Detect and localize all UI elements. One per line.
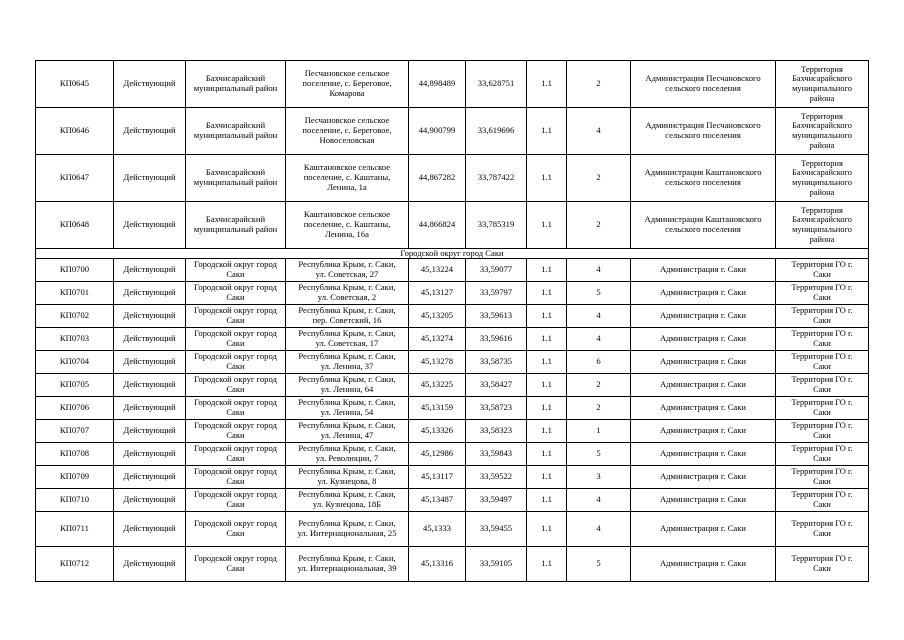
latitude-cell: 45,1333 — [409, 512, 466, 547]
district-cell: Городской округ город Саки — [186, 512, 286, 547]
container-count-cell: 4 — [567, 328, 631, 351]
address-cell: Песчановское сельское поселение, с. Береговое, Новоселовская — [286, 108, 409, 155]
territory-cell: Территория Бахчисарайского муниципального района — [776, 61, 869, 108]
container-count-cell: 3 — [567, 466, 631, 489]
latitude-cell: 44,900799 — [409, 108, 466, 155]
point-id-cell: КП0711 — [36, 512, 114, 547]
status-cell: Действующий — [114, 397, 186, 420]
container-count-cell: 2 — [567, 397, 631, 420]
address-cell: Республика Крым, г. Саки, ул. Ленина, 47 — [286, 420, 409, 443]
administration-cell: Администрация Каштановского сельского поселения — [631, 202, 776, 249]
type-code-cell: 1.1 — [527, 155, 567, 202]
table-row — [36, 61, 869, 108]
territory-cell: Территория ГО г. Саки — [776, 282, 869, 305]
longitude-cell: 33,59497 — [466, 489, 527, 512]
address-cell: Республика Крым, г. Саки, пер. Советский, 16 — [286, 305, 409, 328]
longitude-cell: 33,619696 — [466, 108, 527, 155]
point-id-cell: КП0710 — [36, 489, 114, 512]
section-title: Городской округ город Саки — [36, 249, 869, 259]
table-row — [36, 259, 869, 282]
district-cell: Бахчисарайский муниципальный район — [186, 202, 286, 249]
territory-cell: Территория ГО г. Саки — [776, 259, 869, 282]
table-row — [36, 305, 869, 328]
point-id-cell: КП0712 — [36, 547, 114, 582]
table-row — [36, 328, 869, 351]
district-cell: Городской округ город Саки — [186, 305, 286, 328]
point-id-cell: КП0648 — [36, 202, 114, 249]
administration-cell: Администрация г. Саки — [631, 397, 776, 420]
type-code-cell: 1.1 — [527, 420, 567, 443]
type-code-cell: 1.1 — [527, 512, 567, 547]
table-body — [36, 61, 869, 582]
administration-cell: Администрация г. Саки — [631, 512, 776, 547]
point-id-cell: КП0707 — [36, 420, 114, 443]
latitude-cell: 45,13224 — [409, 259, 466, 282]
table-row — [36, 420, 869, 443]
collection-points-table — [35, 60, 869, 582]
administration-cell: Администрация г. Саки — [631, 489, 776, 512]
type-code-cell: 1.1 — [527, 259, 567, 282]
container-count-cell: 4 — [567, 108, 631, 155]
address-cell: Республика Крым, г. Саки, ул. Интернациональная, 25 — [286, 512, 409, 547]
container-count-cell: 5 — [567, 282, 631, 305]
administration-cell: Администрация г. Саки — [631, 443, 776, 466]
container-count-cell: 5 — [567, 547, 631, 582]
district-cell: Городской округ город Саки — [186, 397, 286, 420]
territory-cell: Территория ГО г. Саки — [776, 512, 869, 547]
administration-cell: Администрация г. Саки — [631, 328, 776, 351]
longitude-cell: 33,59616 — [466, 328, 527, 351]
district-cell: Бахчисарайский муниципальный район — [186, 155, 286, 202]
container-count-cell: 4 — [567, 512, 631, 547]
administration-cell: Администрация г. Саки — [631, 259, 776, 282]
type-code-cell: 1.1 — [527, 305, 567, 328]
table-row — [36, 351, 869, 374]
container-count-cell: 2 — [567, 374, 631, 397]
latitude-cell: 44,898489 — [409, 61, 466, 108]
latitude-cell: 45,13316 — [409, 547, 466, 582]
latitude-cell: 44,867282 — [409, 155, 466, 202]
latitude-cell: 45,13159 — [409, 397, 466, 420]
status-cell: Действующий — [114, 512, 186, 547]
administration-cell: Администрация Каштановского сельского поселения — [631, 155, 776, 202]
administration-cell: Администрация г. Саки — [631, 547, 776, 582]
type-code-cell: 1.1 — [527, 374, 567, 397]
longitude-cell: 33,787422 — [466, 155, 527, 202]
type-code-cell: 1.1 — [527, 202, 567, 249]
point-id-cell: КП0709 — [36, 466, 114, 489]
container-count-cell: 4 — [567, 259, 631, 282]
type-code-cell: 1.1 — [527, 466, 567, 489]
district-cell: Городской округ город Саки — [186, 420, 286, 443]
type-code-cell: 1.1 — [527, 397, 567, 420]
table-row — [36, 466, 869, 489]
status-cell: Действующий — [114, 420, 186, 443]
address-cell: Каштановское сельское поселение, с. Каштаны, Ленина, 1а — [286, 155, 409, 202]
administration-cell: Администрация г. Саки — [631, 466, 776, 489]
table-row — [36, 108, 869, 155]
district-cell: Бахчисарайский муниципальный район — [186, 108, 286, 155]
address-cell: Республика Крым, г. Саки, ул. Кузнецова, 8 — [286, 466, 409, 489]
longitude-cell: 33,59077 — [466, 259, 527, 282]
district-cell: Городской округ город Саки — [186, 259, 286, 282]
table-row — [36, 202, 869, 249]
container-count-cell: 2 — [567, 155, 631, 202]
district-cell: Городской округ город Саки — [186, 328, 286, 351]
district-cell: Городской округ город Саки — [186, 282, 286, 305]
administration-cell: Администрация г. Саки — [631, 351, 776, 374]
address-cell: Республика Крым, г. Саки, ул. Ленина, 37 — [286, 351, 409, 374]
address-cell: Республика Крым, г. Саки, ул. Интернациональная, 39 — [286, 547, 409, 582]
status-cell: Действующий — [114, 489, 186, 512]
status-cell: Действующий — [114, 374, 186, 397]
point-id-cell: КП0703 — [36, 328, 114, 351]
status-cell: Действующий — [114, 328, 186, 351]
status-cell: Действующий — [114, 108, 186, 155]
latitude-cell: 45,13117 — [409, 466, 466, 489]
latitude-cell: 45,13205 — [409, 305, 466, 328]
latitude-cell: 45,13278 — [409, 351, 466, 374]
point-id-cell: КП0704 — [36, 351, 114, 374]
longitude-cell: 33,59105 — [466, 547, 527, 582]
status-cell: Действующий — [114, 466, 186, 489]
administration-cell: Администрация г. Саки — [631, 374, 776, 397]
administration-cell: Администрация г. Саки — [631, 282, 776, 305]
address-cell: Республика Крым, г. Саки, ул. Советская, 27 — [286, 259, 409, 282]
address-cell: Песчановское сельское поселение, с. Береговое, Комарова — [286, 61, 409, 108]
territory-cell: Территория Бахчисарайского муниципального района — [776, 202, 869, 249]
type-code-cell: 1.1 — [527, 328, 567, 351]
district-cell: Городской округ город Саки — [186, 466, 286, 489]
address-cell: Республика Крым, г. Саки, ул. Советская, 2 — [286, 282, 409, 305]
status-cell: Действующий — [114, 351, 186, 374]
territory-cell: Территория ГО г. Саки — [776, 328, 869, 351]
longitude-cell: 33,58323 — [466, 420, 527, 443]
table-row — [36, 443, 869, 466]
table-row — [36, 374, 869, 397]
district-cell: Городской округ город Саки — [186, 547, 286, 582]
district-cell: Городской округ город Саки — [186, 374, 286, 397]
administration-cell: Администрация г. Саки — [631, 420, 776, 443]
status-cell: Действующий — [114, 282, 186, 305]
administration-cell: Администрация Песчановского сельского поселения — [631, 108, 776, 155]
table-row — [36, 547, 869, 582]
table-row — [36, 282, 869, 305]
territory-cell: Территория Бахчисарайского муниципального района — [776, 108, 869, 155]
territory-cell: Территория ГО г. Саки — [776, 466, 869, 489]
longitude-cell: 33,628751 — [466, 61, 527, 108]
territory-cell: Территория ГО г. Саки — [776, 420, 869, 443]
type-code-cell: 1.1 — [527, 282, 567, 305]
type-code-cell: 1.1 — [527, 351, 567, 374]
container-count-cell: 4 — [567, 489, 631, 512]
district-cell: Бахчисарайский муниципальный район — [186, 61, 286, 108]
point-id-cell: КП0700 — [36, 259, 114, 282]
territory-cell: Территория ГО г. Саки — [776, 351, 869, 374]
latitude-cell: 45,13274 — [409, 328, 466, 351]
administration-cell: Администрация г. Саки — [631, 305, 776, 328]
point-id-cell: КП0645 — [36, 61, 114, 108]
container-count-cell: 5 — [567, 443, 631, 466]
table-row — [36, 155, 869, 202]
territory-cell: Территория ГО г. Саки — [776, 374, 869, 397]
table-row — [36, 512, 869, 547]
status-cell: Действующий — [114, 155, 186, 202]
type-code-cell: 1.1 — [527, 61, 567, 108]
latitude-cell: 45,13326 — [409, 420, 466, 443]
type-code-cell: 1.1 — [527, 489, 567, 512]
latitude-cell: 45,13487 — [409, 489, 466, 512]
point-id-cell: КП0646 — [36, 108, 114, 155]
latitude-cell: 45,12986 — [409, 443, 466, 466]
point-id-cell: КП0708 — [36, 443, 114, 466]
point-id-cell: КП0647 — [36, 155, 114, 202]
type-code-cell: 1.1 — [527, 443, 567, 466]
container-count-cell: 4 — [567, 305, 631, 328]
longitude-cell: 33,59522 — [466, 466, 527, 489]
container-count-cell: 6 — [567, 351, 631, 374]
district-cell: Городской округ город Саки — [186, 351, 286, 374]
longitude-cell: 33,58735 — [466, 351, 527, 374]
type-code-cell: 1.1 — [527, 108, 567, 155]
longitude-cell: 33,785319 — [466, 202, 527, 249]
territory-cell: Территория ГО г. Саки — [776, 397, 869, 420]
address-cell: Каштановское сельское поселение, с. Каштаны, Ленина, 16а — [286, 202, 409, 249]
status-cell: Действующий — [114, 305, 186, 328]
point-id-cell: КП0702 — [36, 305, 114, 328]
container-count-cell: 2 — [567, 202, 631, 249]
longitude-cell: 33,59613 — [466, 305, 527, 328]
point-id-cell: КП0706 — [36, 397, 114, 420]
latitude-cell: 44,866824 — [409, 202, 466, 249]
point-id-cell: КП0705 — [36, 374, 114, 397]
status-cell: Действующий — [114, 61, 186, 108]
status-cell: Действующий — [114, 547, 186, 582]
longitude-cell: 33,58723 — [466, 397, 527, 420]
address-cell: Республика Крым, г. Саки, ул. Кузнецова, 18Б — [286, 489, 409, 512]
territory-cell: Территория Бахчисарайского муниципального района — [776, 155, 869, 202]
latitude-cell: 45,13225 — [409, 374, 466, 397]
section-row — [36, 249, 869, 259]
territory-cell: Территория ГО г. Саки — [776, 547, 869, 582]
longitude-cell: 33,58427 — [466, 374, 527, 397]
territory-cell: Территория ГО г. Саки — [776, 305, 869, 328]
status-cell: Действующий — [114, 202, 186, 249]
administration-cell: Администрация Песчановского сельского поселения — [631, 61, 776, 108]
territory-cell: Территория ГО г. Саки — [776, 443, 869, 466]
address-cell: Республика Крым, г. Саки, ул. Революции, 7 — [286, 443, 409, 466]
longitude-cell: 33,59455 — [466, 512, 527, 547]
table-row — [36, 489, 869, 512]
territory-cell: Территория ГО г. Саки — [776, 489, 869, 512]
address-cell: Республика Крым, г. Саки, ул. Ленина, 64 — [286, 374, 409, 397]
district-cell: Городской округ город Саки — [186, 443, 286, 466]
point-id-cell: КП0701 — [36, 282, 114, 305]
longitude-cell: 33,59843 — [466, 443, 527, 466]
container-count-cell: 2 — [567, 61, 631, 108]
district-cell: Городской округ город Саки — [186, 489, 286, 512]
latitude-cell: 45,13127 — [409, 282, 466, 305]
address-cell: Республика Крым, г. Саки, ул. Советская, 17 — [286, 328, 409, 351]
status-cell: Действующий — [114, 443, 186, 466]
type-code-cell: 1.1 — [527, 547, 567, 582]
address-cell: Республика Крым, г. Саки, ул. Ленина, 54 — [286, 397, 409, 420]
container-count-cell: 1 — [567, 420, 631, 443]
longitude-cell: 33,59797 — [466, 282, 527, 305]
table-row — [36, 397, 869, 420]
status-cell: Действующий — [114, 259, 186, 282]
